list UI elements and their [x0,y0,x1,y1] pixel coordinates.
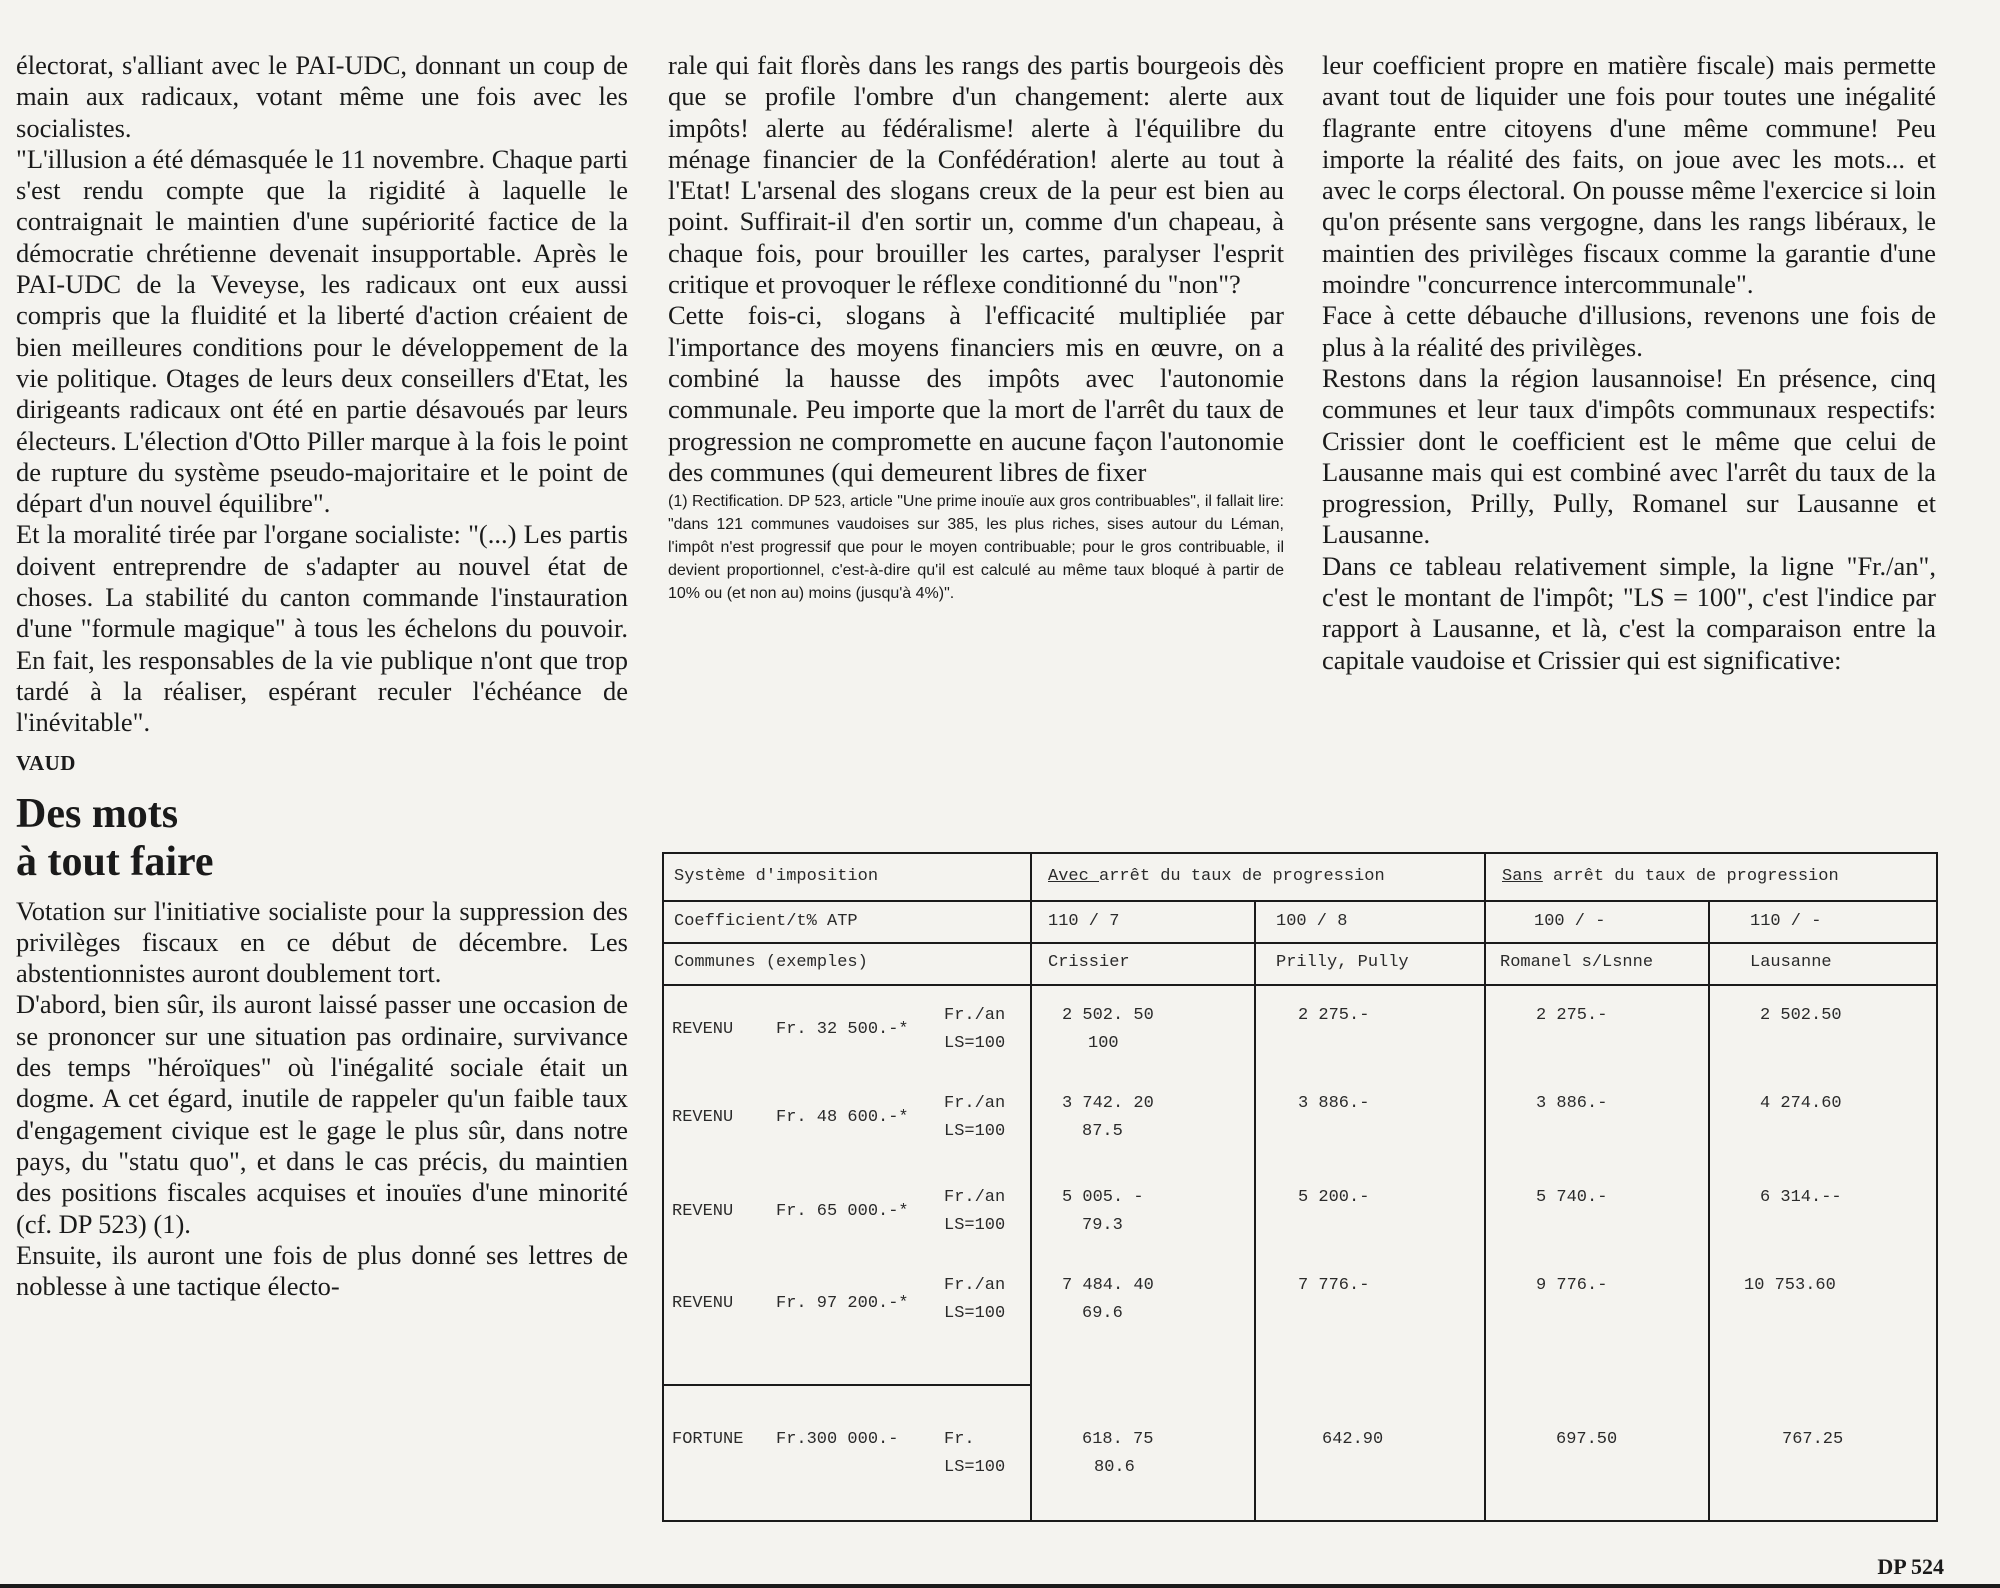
column-1 [16,50,628,1302]
row-unit: LS=100 [944,1458,1006,1477]
table-vline [1030,854,1032,1520]
value-cell: 2 275.- [1536,1006,1608,1025]
coef-cell: 100 / - [1534,912,1606,931]
row-unit: LS=100 [944,1034,1006,1053]
index-cell: 80.6 [1094,1458,1135,1477]
paragraph: D'abord, bien sûr, ils auront laissé passer une occasion de se prononcer sur une situation pas ordinaire, survivance des temps "héroïques" où l'inégalité sociale était un dogme. A cet égard, inutile de rappeler qu'un faible taux d'engagement civique est le gage le plus sûr, dans notre pays, du "statu quo", et dans le cas précis, du maintien des positions fiscales acquises et inouïes d'une minorité (cf. DP 523) (1). [16,989,628,1239]
header-coef: Coefficient/t% ATP [674,912,858,931]
row-amount: Fr. 48 600.-* [776,1108,909,1127]
value-cell: 5 740.- [1536,1188,1608,1207]
row-amount: Fr. 32 500.-* [776,1020,909,1039]
row-label: REVENU [672,1294,734,1313]
value-cell: 5 200.- [1298,1188,1370,1207]
commune-cell: Romanel s/Lsnne [1500,953,1654,972]
commune-cell: Crissier [1048,953,1130,972]
column-2 [668,50,1284,605]
value-cell: 9 776.- [1536,1276,1608,1295]
coef-cell: 110 / - [1750,912,1822,931]
value-cell: 767.25 [1782,1430,1844,1449]
paragraph: Votation sur l'initiative socialiste pour la suppression des privilèges fiscaux en ce début de décembre. Les abstentionnistes auront doublement tort. [16,895,628,989]
paragraph: Ensuite, ils auront une fois de plus donné ses lettres de noblesse à une tactique électo- [16,1239,628,1302]
paragraph: Restons dans la région lausannoise! En présence, cinq communes et leur taux d'impôts communaux respectifs: Crissier dont le coefficient est le même que celui de Lausanne mais qui est combiné avec l'arrêt du taux de la progression, Prilly, Pully, Romanel sur Lausanne et Lausanne. [1322,362,1936,550]
header-avec: Avec arrêt du taux de progression [1048,867,1385,886]
row-unit: Fr./an [944,1188,1006,1207]
row-unit: Fr./an [944,1094,1006,1113]
value-cell: 618. 75 [1082,1430,1154,1449]
paragraph: rale qui fait florès dans les rangs des partis bourgeois dès que se profile l'ombre d'un changement: alerte aux impôts! alerte au fédéralisme! alerte à l'équilibre du ménage financier de la Confédération! alerte au tout à l'Etat! L'arsenal des slogans creux de la peur est bien au point. Suffirait-il d'en sortir un, comme d'un chapeau, à chaque fois, pour brouiller les cartes, paralyser l'esprit critique et provoquer le réflexe conditionné du "non"? [668,50,1284,300]
value-cell: 4 274.60 [1760,1094,1842,1113]
paragraph: Cette fois-ci, slogans à l'efficacité multipliée par l'importance des moyens financiers mis en œuvre, on a combiné la hausse des impôts avec l'autonomie communale. Peu importe que la mort de l'arrêt du taux de progression ne compromette en aucune façon l'autonomie des communes (qui demeurent libres de fixer [668,300,1284,487]
index-cell: 79.3 [1082,1216,1123,1235]
paragraph: "L'illusion a été démasquée le 11 novembre. Chaque parti s'est rendu compte que la rigidité à laquelle le contraignait le maintien d'une supériorité factice de la démocratie chrétienne devenait insupportable. Après le PAI-UDC de la Veveyse, les radicaux ont eux aussi compris que la fluidité et la liberté d'action créaient de bien meilleures conditions pour le développement de la vie politique. Otages de leurs deux conseillers d'Etat, les dirigeants radicaux ont été en partie désavoués par leurs électeurs. L'élection d'Otto Piller marque à la fois le point de rupture du système pseudo-majoritaire et le point de départ d'un nouvel équilibre". [16,143,628,519]
section-kicker: VAUD [16,750,76,775]
coef-cell: 100 / 8 [1276,912,1348,931]
row-label: FORTUNE [672,1430,744,1449]
headline-line-1: Des mots [16,790,179,837]
value-cell: 5 005. - [1062,1188,1144,1207]
value-cell: 3 886.- [1536,1094,1608,1113]
value-cell: 10 753.60 [1744,1276,1836,1295]
row-amount: Fr.300 000.- [776,1430,899,1449]
value-cell: 697.50 [1556,1430,1618,1449]
paragraph: Dans ce tableau relativement simple, la ligne "Fr./an", c'est le montant de l'impôt; "LS = 100", c'est l'indice par rapport à Lausanne, et là, c'est la comparaison entre la capitale vaudoise et Crissier qui est significative: [1322,550,1936,675]
value-cell: 2 502.50 [1760,1006,1842,1025]
header-communes: Communes (exemples) [674,953,868,972]
row-amount: Fr. 97 200.-* [776,1294,909,1313]
headline-line-2: à tout faire [16,838,214,885]
row-label: REVENU [672,1020,734,1039]
table-divider [664,1384,1030,1386]
table-vline [1254,900,1256,1520]
row-unit: LS=100 [944,1216,1006,1235]
paragraph: Face à cette débauche d'illusions, revenons une fois de plus à la réalité des privilèges. [1322,300,1936,362]
footnote: (1) Rectification. DP 523, article "Une prime inouïe aux gros contribuables", il fallait lire: "dans 121 communes vaudoises sur 385, les plus riches, sises autour du Léman, l'impôt n'est progressif que pour le moyen contribuable; pour le gros contribuable, il devient proportionnel, c'est-à-dire qu'il est calculé au même taux bloqué à partir de 10% ou (et non au) moins (jusqu'à 4%)". [668,493,1284,603]
paragraph: Et la moralité tirée par l'organe socialiste: "(...) Les partis doivent entreprendre de s'adapter au nouvel état de choses. La stabilité du canton commande l'instauration d'une "formule magique" à tous les échelons du pouvoir. En fait, les responsables de la vie publique n'ont que trop tardé à la réaliser, espérant reculer l'échéance de l'inévitable". [16,519,628,738]
article-headline [16,790,628,886]
row-label: REVENU [672,1202,734,1221]
value-cell: 7 776.- [1298,1276,1370,1295]
value-cell: 3 742. 20 [1062,1094,1154,1113]
coef-cell: 110 / 7 [1048,912,1120,931]
paragraph: leur coefficient propre en matière fiscale) mais permette avant tout de liquider une fois pour toutes une inégalité flagrante entre citoyens d'une même commune! Peu importe la réalité des faits, on joue avec les mots... et avec le corps électoral. On pousse même l'exercice si loin qu'on présente sans vergogne, dans les rangs libéraux, le maintien des privilèges fiscaux comme la garantie d'une moindre "concurrence intercommunale". [1322,50,1936,300]
column-3 [1322,50,1936,676]
paragraph: électorat, s'alliant avec le PAI-UDC, donnant un coup de main aux radicaux, votant même une fois avec les socialistes. [16,50,628,143]
header-system: Système d'imposition [674,867,879,886]
tax-comparison-table [662,852,1938,1522]
row-label: REVENU [672,1108,734,1127]
row-amount: Fr. 65 000.-* [776,1202,909,1221]
commune-cell: Lausanne [1750,953,1832,972]
value-cell: 642.90 [1322,1430,1384,1449]
row-unit: Fr./an [944,1006,1006,1025]
value-cell: 3 886.- [1298,1094,1370,1113]
page-number: DP 524 [1877,1554,1944,1579]
bottom-rule [0,1584,2000,1588]
value-cell: 2 502. 50 [1062,1006,1154,1025]
row-unit: Fr. [944,1430,975,1449]
header-sans: Sans arrêt du taux de progression [1502,867,1839,886]
index-cell: 100 [1088,1034,1119,1053]
index-cell: 87.5 [1082,1122,1123,1141]
index-cell: 69.6 [1082,1304,1123,1323]
row-unit: LS=100 [944,1122,1006,1141]
value-cell: 6 314.-- [1760,1188,1842,1207]
value-cell: 7 484. 40 [1062,1276,1154,1295]
table-vline [1708,900,1710,1520]
row-unit: LS=100 [944,1304,1006,1323]
value-cell: 2 275.- [1298,1006,1370,1025]
commune-cell: Prilly, Pully [1276,953,1409,972]
row-unit: Fr./an [944,1276,1006,1295]
table-vline [1484,854,1486,1520]
